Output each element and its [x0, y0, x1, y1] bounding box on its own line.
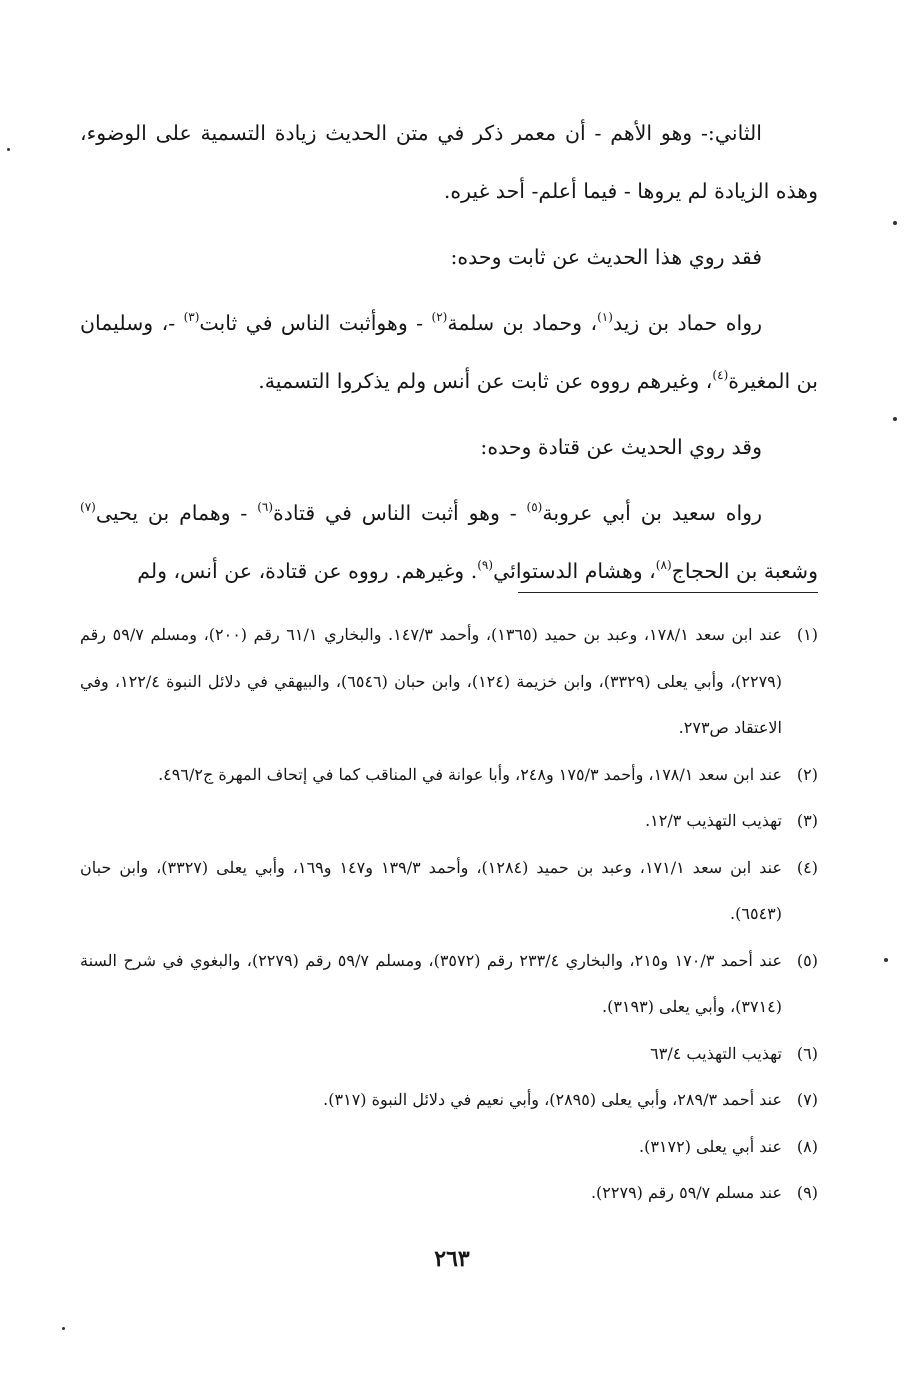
paragraph [80, 418, 818, 476]
text-run: فقد روي هذا الحديث عن ثابت وحده: [450, 245, 762, 269]
text-run: ، وغيرهم رووه عن ثابت عن أنس ولم يذكروا التسمية. [258, 369, 713, 393]
text-run: - وهوأثبت الناس في ثابت [199, 311, 432, 335]
footnote [80, 612, 818, 752]
footnote-text: عند أحمد ٢٨٩/٣، وأبي يعلى (٢٨٩٥)، وأبي نعيم في دلائل النبوة (٣١٧). [323, 1090, 782, 1109]
footnote-number: (٩) [796, 1183, 818, 1202]
scan-speck [7, 148, 10, 151]
footnote-marker: (١) [597, 310, 613, 324]
text-run: - وهو أثبت الناس في قتادة [273, 501, 527, 525]
footnote-text: عند ابن سعد ١٧٨/١، وأحمد ١٧٥/٣ و٢٤٨، وأبا عوانة في المناقب كما في إتحاف المهرة ج٤٩٦/٢. [158, 764, 782, 784]
paragraph [80, 484, 818, 600]
paragraph [80, 104, 818, 220]
footnote-text: تهذيب التهذيب ٦٣/٤ [650, 1043, 782, 1063]
text-run: ، وحماد بن سلمة [447, 311, 598, 335]
footnote-number: (١) [796, 625, 818, 644]
footnote-number: (٤) [796, 857, 818, 877]
text-run: وقد روي الحديث عن قتادة وحده: [480, 435, 762, 459]
footnote [80, 798, 818, 845]
footnote [80, 1077, 818, 1124]
text-run: الثاني:- وهو الأهم - أن معمر ذكر في متن الحديث زيادة التسمية على الوضوء، وهذه الزيادة لم يروها - فيما أعلم- أحد غيره. [80, 121, 818, 203]
text-run: وشعبة بن الحجاج [671, 559, 818, 583]
footnote-number: (٥) [796, 950, 818, 970]
footnote-number: (٦) [796, 1043, 818, 1063]
footnote-marker: (٩) [477, 558, 494, 572]
footnote-number: (٢) [796, 764, 818, 784]
footnote [80, 752, 818, 799]
footnote-text: عند ابن سعد ١٧١/١، وعبد بن حميد (١٢٨٤)، وأحمد ١٣٩/٣ و١٤٧ و١٦٩، وأبي يعلى (٣٣٢٧)، وابن حبان (٦٥٤٣). [80, 857, 782, 923]
footnote-separator [518, 592, 818, 593]
text-run: ، وهشام الدستوائي [493, 559, 656, 583]
footnote-marker: (٦) [257, 500, 274, 514]
text-run: رواه سعيد بن أبي عروبة [542, 501, 762, 525]
main-text [80, 104, 818, 600]
footnote-marker: (٧) [80, 500, 96, 514]
scan-speck [893, 417, 897, 421]
footnote-marker: (٥) [526, 500, 543, 514]
scan-speck [893, 221, 897, 225]
footnote-marker: (٨) [655, 558, 672, 572]
footnote [80, 1170, 818, 1217]
footnote-text: عند ابن سعد ١٧٨/١، وعبد بن حميد (١٣٦٥)، وأحمد ١٤٧/٣. والبخاري ٦١/١ رقم (٢٠٠)، ومسلم ٥٩/٧ رقم (٢٢٧٩)، وأبي يعلى (٣٣٢٩)، وابن خزيمة (١٢٤)، وابن حبان (٦٥٤٦)، والبيهقي في دلائل النبوة ١٢٢/٤، وفي الاعتقاد ص٢٧٣. [80, 625, 783, 737]
footnote-text: عند مسلم ٥٩/٧ رقم (٢٢٧٩). [590, 1183, 782, 1202]
footnote-number: (٨) [796, 1136, 818, 1156]
text-run: -، وسليمان بن المغيرة [80, 311, 818, 393]
scan-speck [62, 1327, 65, 1330]
footnote-number: (٣) [796, 811, 818, 830]
footnote [80, 845, 818, 938]
footnote [80, 938, 818, 1031]
paragraph [80, 228, 818, 286]
footnote-number: (٧) [796, 1090, 818, 1109]
text-run: رواه حماد بن زيد [612, 311, 762, 335]
footnote [80, 1031, 818, 1078]
text-run: - وهمام بن يحيى [95, 501, 258, 525]
page-number: ٢٦٣ [434, 1246, 470, 1272]
footnote-text: عند أحمد ١٧٠/٣ و٢١٥، والبخاري ٢٣٣/٤ رقم (٣٥٧٢)، ومسلم ٥٩/٧ رقم (٢٢٧٩)، والبغوي في شرح السنة (٣٧١٤)، وأبي يعلى (٣١٩٣). [80, 950, 783, 1016]
footnote-text: تهذيب التهذيب ١٢/٣. [645, 811, 782, 830]
text-run: . وغيرهم. رووه عن قتادة، عن أنس، ولم [137, 559, 478, 583]
footnote-marker: (٤) [712, 368, 729, 382]
footnote-marker: (٢) [431, 310, 448, 324]
footnote-text: عند أبي يعلى (٣١٧٢). [638, 1136, 782, 1156]
footnotes [80, 612, 818, 1217]
footnote-marker: (٣) [183, 310, 200, 324]
footnote [80, 1124, 818, 1171]
scan-speck [884, 958, 888, 962]
paragraph [80, 294, 818, 410]
